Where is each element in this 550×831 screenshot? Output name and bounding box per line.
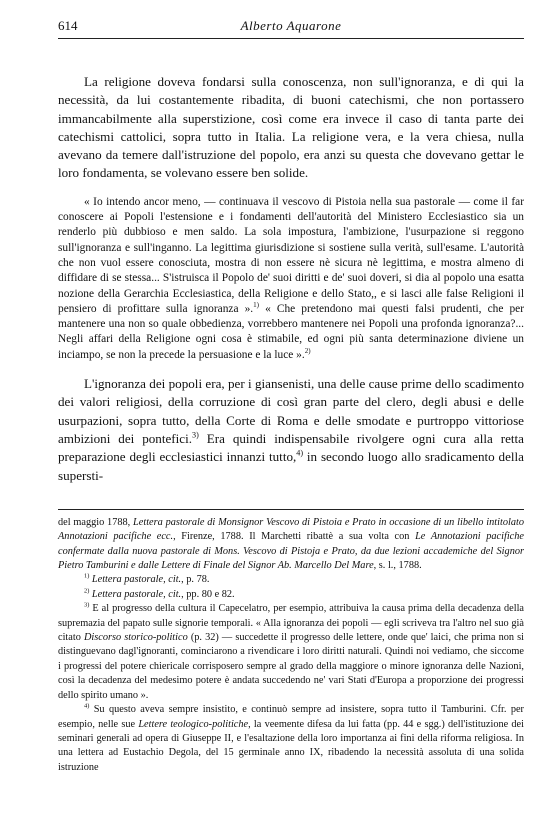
footnote-1 — [58, 573, 524, 587]
footnote-3-text-a: E al progresso della cultura il Capecelatro, per esempio, attribuiva la causa prima della decadenza della supremazia del papato sulle signorie temporali. « Alla ignoranza dei popoli — egli scriveva tra l'altro nel suo già citato — [58, 603, 524, 644]
body-paragraph-2 — [58, 375, 524, 485]
footnote-2 — [58, 588, 524, 602]
page-header — [58, 18, 524, 39]
footnote-3-text-c: (p. 32) — succedette il progresso delle lettere, onde que' laici, che prima non si distinguevano dagl'ignoranti, cominciarono a rivendicare i loro diritti naturali. Quindi noi vediamo, che siccome i progressi del potere chiericale corrisposero sempre al grado della maggiore o minore ignoranza delle Nazioni, così la decadenza del medesimo potere è andata succedendo ne' vari Stati d'Europa a proporzione dei progressi dello spirito umano ». — [58, 632, 524, 701]
footnote-4-text-a: Su questo aveva sempre insistito, e continuò sempre ad insistere, sopra tutto il Tamburini. Cfr. per esempio, nelle sue — [58, 704, 524, 730]
footnote-3-mark: 3) — [84, 601, 90, 609]
footnote-ref-4: 4) — [296, 448, 304, 458]
footnote-4-title: Lettere teologico-politiche — [138, 718, 249, 730]
running-title: Alberto Aquarone — [240, 18, 342, 33]
book-page — [58, 18, 524, 775]
quote-part-a: « Io intendo ancor meno, — continuava il vescovo di Pistoia nella sua pastorale — come il far conoscere ai Popoli l'estensione e i fondamenti dell'autorità del Ministero Ecclesiastico sia un renderlo più dubbioso e men saldo. La sola impostura, l'ambizione, l'usurpazione si reggono sull'ignoranza e sull'inganno. La legittima giurisdizione si sostiene sulla verità, sull'esame. L'autorità che non vuol essere conosciuta, mostra di non essere nè sicura nè legittima, e mostra almeno di diffidare di se stessa... S'istruisca il Popolo de' suoi diritti e de' suoi doveri, si dia al popolo una esatta nozione della Gerarchia Ecclesiastica, della Religione e dello Stato,, e si lasci alle false Religioni il pensiero di profittare sulla ignoranza ». — [58, 195, 524, 315]
footnote-3 — [58, 602, 524, 703]
para2-part-b: Era quindi indispensabile rivolgere ogni cura alla retta preparazione degli ecclesiastici innanzi tutto, — [58, 430, 524, 465]
footnote-divider — [58, 509, 524, 510]
fn-cont-title-1: Lettera pastorale di Monsignor Vescovo di Pistoia e Prato in occasione di un libello intitolato Annotazioni pacifiche ecc. — [58, 516, 524, 543]
block-quote — [58, 195, 524, 363]
footnote-1-page: , p. 78. — [181, 574, 210, 586]
footnote-continuation — [58, 516, 524, 574]
fn-cont-text-c: , Firenze, 1788. Il Marchetti ribattè a sua volta con — [173, 531, 416, 543]
footnote-4-text-c: , la veemente difesa da lui fatta (pp. 44 e sgg.) dell'istituzione dei seminari generali ad opera di Giuseppe II, e l'esaltazione della loro importanza ai fini della riforma religiosa. In una lettera ad Eustachio Degola, del 15 germinale anno IX, ribadendo la necessità assoluta di una solida istruzione — [58, 718, 524, 773]
footnote-1-mark: 1) — [84, 573, 90, 581]
footnote-4 — [58, 703, 524, 775]
quote-part-b: « Che pretendono mai questi falsi prudenti, che per mantenere una non so quale obbedienza, vorrebbero mantenere nei Popoli una profonda ignoranza?... Negli affari della Religione ogni cosa è stimabile, ed ogni più santa determinazione diviene un inciampo, se non la precede la persuasione e la luce ». — [58, 302, 524, 361]
para2-part-c: in secondo luogo allo sradicamento della supersti- — [58, 449, 524, 483]
footnote-2-title: Lettera pastorale, cit. — [91, 588, 182, 600]
page-number: 614 — [58, 18, 78, 33]
footnote-4-mark: 4) — [84, 702, 90, 710]
footnote-ref-3: 3) — [192, 430, 199, 440]
footnote-1-title: Lettera pastorale, cit. — [91, 574, 182, 586]
fn-cont-text-a: del maggio 1788, — [58, 516, 134, 528]
footnote-ref-2: 2) — [304, 346, 311, 355]
fn-cont-text-e: , s. l., 1788. — [373, 560, 422, 572]
footnote-3-title: Discorso storico-politico — [83, 632, 188, 644]
body-paragraph-1: La religione doveva fondarsi sulla conoscenza, non sull'ignoranza, e di qui la necessità, da lui costantemente ribadita, di buoni catechismi, che non portassero immancabilmente alla superstizione, così come era invece il caso di tanta parte dei catechismi cattolici, sopra tutto in Italia. La religione vera, e la vera chiesa, nulla avevano da temere dall'istruzione del popolo, era anzi su questa che dovevano gettar le loro fondamenta, se volevano essere ben solide. — [58, 74, 524, 181]
footnote-2-mark: 2) — [84, 587, 90, 595]
footnote-2-page: , pp. 80 e 82. — [181, 588, 235, 600]
footnote-ref-1: 1) — [253, 301, 260, 310]
fn-cont-title-2: Le Annotazioni pacifiche confermate dalla nuova pastorale di Mons. Vescovo di Pistoja e Prato, da due lezioni accademiche del Signor Pietro Tamburini e dalle Lettere di Finale del Signor Ab. Marcello Del Mare — [58, 531, 524, 572]
para2-part-a: L'ignoranza dei popoli era, per i giansenisti, una delle cause prime dello scadimento dei valori religiosi, della corruzione di così gran parte del clero, degli abusi e delle usurpazioni, sopra tutto, della Corte di Roma e delle smodate e purtroppo vittoriose ambizioni dei pontefici. — [58, 376, 524, 446]
